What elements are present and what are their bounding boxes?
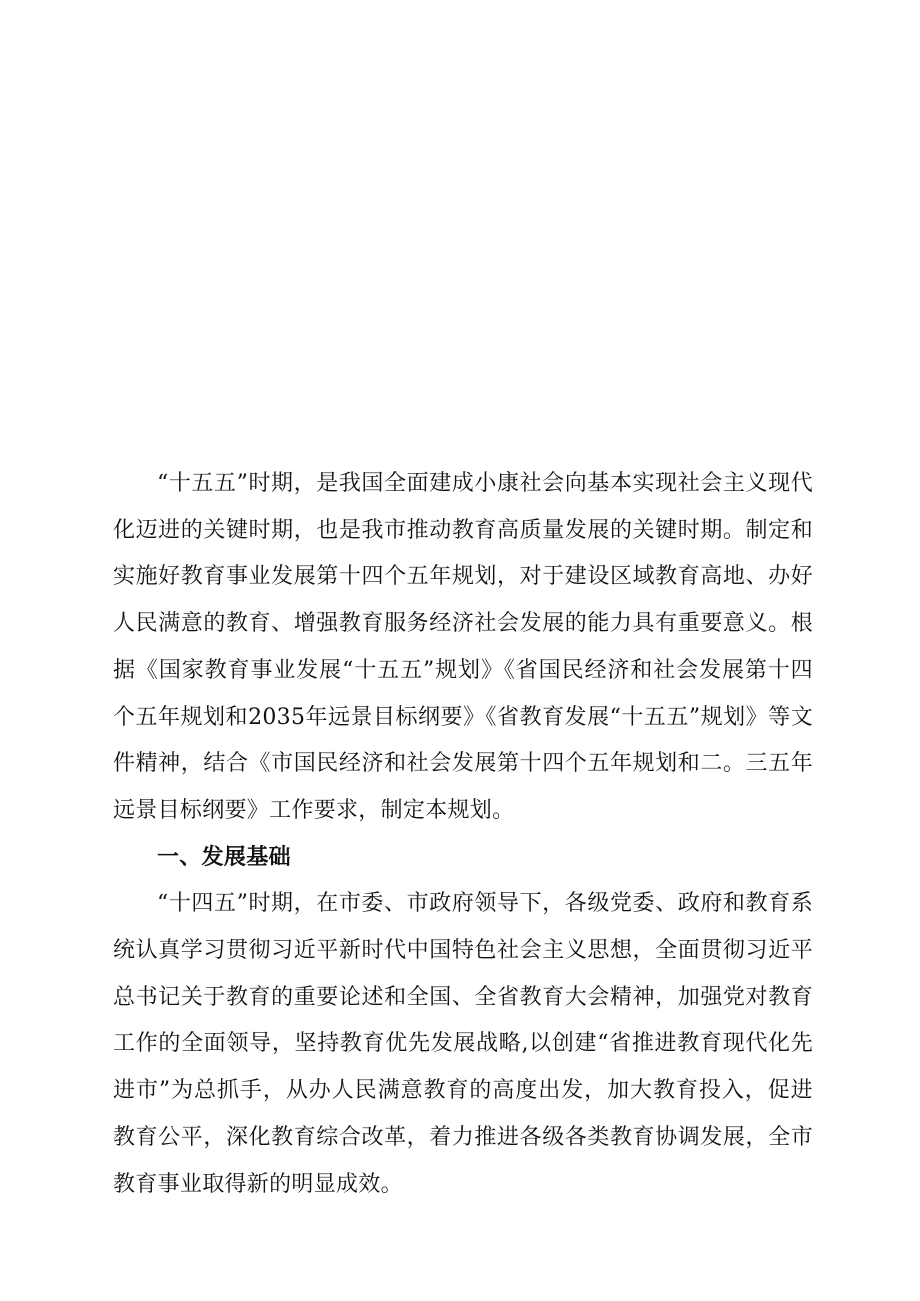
document-body xyxy=(113,461,813,1208)
section-paragraph: “十四五”时期，在市委、市政府领导下，各级党委、政府和教育系统认真学习贯彻习近平新时代中国特色社会主义思想，全面贯彻习近平总书记关于教育的重要论述和全国、全省教育大会精神，加强党对教育工作的全面领导，坚持教育优先发展战略,以创建“省推进教育现代化先进市”为总抓手，从办人民满意教育的高度出发，加大教育投入，促进教育公平，深化教育综合改革，着力推进各级各类教育协调发展，全市教育事业取得新的明显成效。 xyxy=(113,891,813,1197)
intro-paragraph: “十五五”时期，是我国全面建成小康社会向基本实现社会主义现代化迈进的关键时期，也是我市推动教育高质量发展的关键时期。制定和实施好教育事业发展第十四个五年规划，对于建设区域教育高地、办好人民满意的教育、增强教育服务经济社会发展的能力具有重要意义。根据《国家教育事业发展“十五五”规划》《省国民经济和社会发展第十四个五年规划和2035年远景目标纲要》《省教育发展“十五五”规划》等文件精神，结合《市国民经济和社会发展第十四个五年规划和二。三五年远景目标纲要》工作要求，制定本规划。 xyxy=(113,471,813,823)
section-heading: 一、发展基础 xyxy=(157,844,291,870)
